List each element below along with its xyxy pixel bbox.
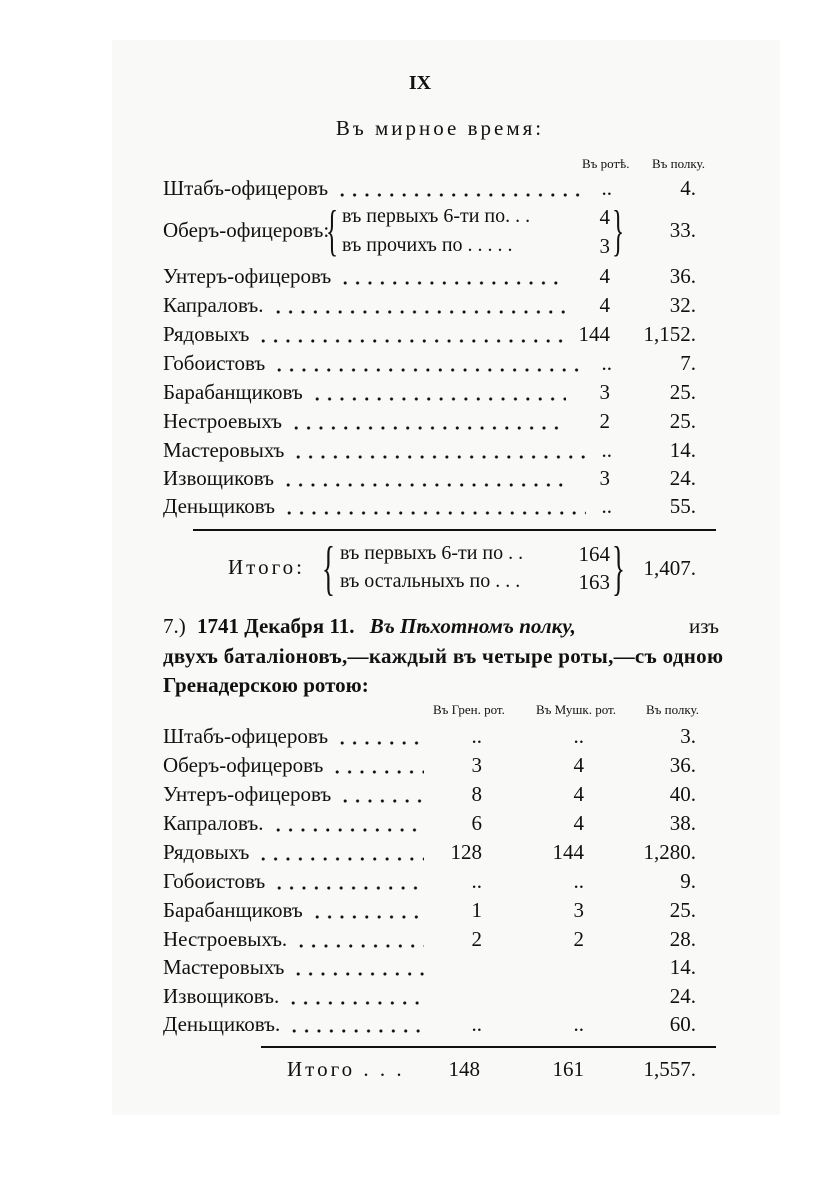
table2-row-polk: 28. xyxy=(669,927,696,951)
table1-row-label: Барабанщиковъ xyxy=(163,380,303,404)
table1-row-polk: 25. xyxy=(669,380,696,404)
leader-dots xyxy=(311,915,424,919)
table1-row-label: Извощиковъ xyxy=(163,466,275,490)
leader-dots xyxy=(272,310,566,314)
table1-total-line2: въ остальныхъ по . . . xyxy=(340,570,521,592)
table2-row-mush: 144 xyxy=(552,840,584,864)
table2-row-gren: 2 xyxy=(471,927,482,951)
table2-rule xyxy=(261,1046,716,1048)
table1-row-label: Капраловъ. xyxy=(163,293,264,317)
table2-row-mush: 4 xyxy=(573,782,584,806)
table2-row-label: Гобоистовъ xyxy=(163,869,266,893)
table2-row-label: Капраловъ. xyxy=(163,811,264,835)
table2-row-gren: 6 xyxy=(471,811,482,835)
right-brace: } xyxy=(612,535,625,601)
table1-total-label: Итого: xyxy=(228,555,305,579)
section7-number: 7.) xyxy=(163,614,186,638)
table2-row-gren: .. xyxy=(471,724,482,748)
table1-row-roty: .. xyxy=(601,494,612,518)
table1-ober-line1: въ первыхъ 6-ти по. . . xyxy=(342,205,531,227)
table1-row-label: Унтеръ-офицеровъ xyxy=(163,264,332,288)
table1-row-polk: 7. xyxy=(680,351,696,375)
leader-dots xyxy=(272,828,424,832)
table2-row-polk: 9. xyxy=(680,869,696,893)
table2-row-label: Извощиковъ. xyxy=(163,984,280,1008)
table1-row-roty: 3 xyxy=(599,466,610,490)
section7-line2: двухъ баталіоновъ,—каждый въ четыре роты,—съ одною xyxy=(163,644,724,668)
table2-row-mush: 3 xyxy=(573,898,584,922)
table1-total-val1: 164 xyxy=(578,542,610,566)
leader-dots xyxy=(311,397,566,401)
table2-row-mush: .. xyxy=(573,869,584,893)
table2-row-polk: 24. xyxy=(669,984,696,1008)
table2-row-polk: 60. xyxy=(669,1012,696,1036)
table2-row-gren: 128 xyxy=(450,840,482,864)
table1-row-roty: 2 xyxy=(599,409,610,433)
leader-dots xyxy=(257,339,566,343)
table1-rule xyxy=(193,529,716,531)
table2-row-label: Барабанщиковъ xyxy=(163,898,303,922)
leader-dots xyxy=(339,799,424,803)
table1-row-polk: 24. xyxy=(669,466,696,490)
table1-row-label: Нестроевыхъ xyxy=(163,409,282,433)
table1-row-label: Деньщиковъ xyxy=(163,494,276,518)
table1-row-roty: 4 xyxy=(599,293,610,317)
section7-line3: Гренадерскою ротою: xyxy=(163,673,369,697)
leader-dots xyxy=(273,886,424,890)
table1-row-polk: 4. xyxy=(680,176,696,200)
section7-line1-end: изъ xyxy=(688,614,719,638)
table2-row-gren: .. xyxy=(471,1012,482,1036)
table2-total-gren: 148 xyxy=(448,1057,480,1081)
leader-dots xyxy=(290,426,566,430)
table2-row-mush: .. xyxy=(573,1012,584,1036)
leader-dots xyxy=(282,483,566,487)
table2-row-mush: 4 xyxy=(573,811,584,835)
table1-row-polk: 55. xyxy=(669,494,696,518)
table2-row-gren: .. xyxy=(471,869,482,893)
table2-total-polk: 1,557. xyxy=(643,1057,696,1081)
table2-col-polk: Въ полку. xyxy=(646,702,699,717)
table1-ober-line2: въ прочихъ по . . . . . xyxy=(342,234,513,256)
leader-dots xyxy=(287,1001,424,1005)
table2-row-polk: 1,280. xyxy=(643,840,696,864)
table1-row-roty: .. xyxy=(601,176,612,200)
page-number: IX xyxy=(408,72,432,94)
table1-row-roty: .. xyxy=(601,351,612,375)
table1-row-polk: 36. xyxy=(669,264,696,288)
section7-line1 xyxy=(163,614,719,639)
table1-row-polk: 32. xyxy=(669,293,696,317)
table2-row-mush: 2 xyxy=(573,927,584,951)
table1-total-polk: 1,407. xyxy=(643,556,696,580)
table1-ober-val2: 3 xyxy=(599,234,610,258)
left-brace: { xyxy=(326,200,339,262)
table2-row-gren: 8 xyxy=(471,782,482,806)
table1-row-polk: 1,152. xyxy=(643,322,696,346)
table2-row-gren: 1 xyxy=(471,898,482,922)
table1-ober-polk: 33. xyxy=(669,218,696,242)
table1-row-label: Штабъ-офицеровъ xyxy=(163,176,329,200)
table1-total-line1: въ первыхъ 6-ти по . . xyxy=(340,542,524,564)
table2-total-label: Итого . . . xyxy=(287,1057,405,1081)
table2-row-label: Мастеровыхъ xyxy=(163,955,285,979)
leader-dots xyxy=(336,741,424,745)
table2-row-polk: 14. xyxy=(669,955,696,979)
table1-row-label: Рядовыхъ xyxy=(163,322,250,346)
table2-col-gren: Въ Грен. рот. xyxy=(433,702,505,717)
section-heading: Въ мирное время: xyxy=(335,116,545,140)
leader-dots xyxy=(257,857,424,861)
table2-row-polk: 38. xyxy=(669,811,696,835)
table2-row-polk: 3. xyxy=(680,724,696,748)
table2-row-gren: 3 xyxy=(471,753,482,777)
table1-row-roty: 144 xyxy=(578,322,610,346)
section7-date: 1741 Декабря 11. xyxy=(197,614,355,638)
table2-row-label: Нестроевыхъ. xyxy=(163,927,288,951)
table1-col-roty: Въ ротѣ. xyxy=(582,156,630,171)
table1-row-label: Мастеровыхъ xyxy=(163,438,285,462)
leader-dots xyxy=(336,193,586,197)
table1-row-roty: .. xyxy=(601,438,612,462)
table2-row-mush: .. xyxy=(573,724,584,748)
table1-ober-label: Оберъ-офицеровъ: xyxy=(163,218,330,242)
table2-total-mush: 161 xyxy=(552,1057,584,1081)
leader-dots xyxy=(339,281,566,285)
leader-dots xyxy=(295,944,424,948)
table1-row-roty: 3 xyxy=(599,380,610,404)
leader-dots xyxy=(292,455,586,459)
left-brace: { xyxy=(322,535,335,601)
table2-row-label: Рядовыхъ xyxy=(163,840,250,864)
table2-row-polk: 40. xyxy=(669,782,696,806)
leader-dots xyxy=(283,511,586,515)
table2-row-label: Штабъ-офицеровъ xyxy=(163,724,329,748)
leader-dots xyxy=(292,972,424,976)
table2-row-label: Деньщиковъ. xyxy=(163,1012,281,1036)
leader-dots xyxy=(273,368,586,372)
table2-row-label: Оберъ-офицеровъ xyxy=(163,753,324,777)
table1-row-label: Гобоистовъ xyxy=(163,351,266,375)
table2-row-polk: 36. xyxy=(669,753,696,777)
table1-col-polk: Въ полку. xyxy=(652,156,705,171)
table1-row-polk: 25. xyxy=(669,409,696,433)
table1-total-val2: 163 xyxy=(578,570,610,594)
section7-regiment: Въ Пѣхотномъ полку, xyxy=(369,614,576,638)
leader-dots xyxy=(331,770,424,774)
leader-dots xyxy=(288,1029,424,1033)
table1-row-roty: 4 xyxy=(599,264,610,288)
table2-row-polk: 25. xyxy=(669,898,696,922)
table1-row-polk: 14. xyxy=(669,438,696,462)
right-brace: } xyxy=(612,200,625,262)
table2-row-label: Унтеръ-офицеровъ xyxy=(163,782,332,806)
table2-row-mush: 4 xyxy=(573,753,584,777)
table2-col-mush: Въ Мушк. рот. xyxy=(536,702,616,717)
table1-ober-val1: 4 xyxy=(599,205,610,229)
